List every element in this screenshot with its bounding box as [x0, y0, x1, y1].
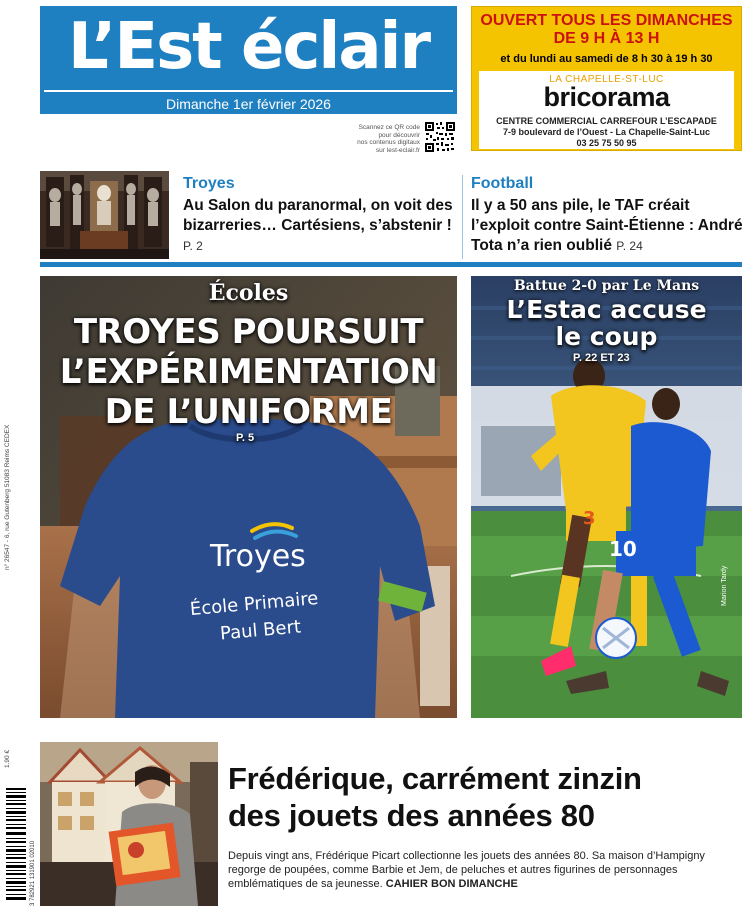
bottom-body-text: Depuis vingt ans, Frédérique Picart collectionne les jouets des années 80. Sa maison d’Hampigny regorge de poupées, comme Barbie et Jem, de peluches et autres figurines de personnages emblématiques de sa jeunesse. [228, 850, 705, 890]
ad-address-2: 7-9 boulevard de l’Ouest - La Chapelle-Saint-Luc [502, 127, 711, 137]
ad-town: LA CHAPELLE-ST-LUC [549, 74, 664, 85]
teaser-headline-text: Au Salon du paranormal, on voit des bizarreries… Cartésiens, s’abstenir ! [183, 197, 453, 234]
ad-line-2: DE 9 H À 13 H [553, 30, 660, 47]
masthead[interactable] [40, 6, 457, 114]
bottom-summary [228, 849, 743, 891]
barcode [4, 784, 30, 904]
sport-page-ref: P. 22 ET 23 [573, 352, 630, 364]
main-headline-line-3: DE L’UNIFORME [104, 392, 393, 432]
estac-story[interactable] [471, 276, 742, 718]
sport-headline-line-1: L’Estac accuse [506, 295, 707, 324]
bricorama-ad[interactable] [471, 6, 742, 151]
teaser-headline-football[interactable] [471, 196, 743, 256]
barcode-icon [4, 784, 30, 904]
paranormal-image [40, 171, 169, 259]
masthead-rule [44, 90, 453, 92]
sweatshirt-school: École Primaire [189, 587, 320, 621]
teaser-page-ref: P. 24 [616, 239, 643, 253]
sport-kicker: Battue 2-0 par Le Mans [513, 278, 700, 294]
issue-date: Dimanche 1er février 2026 [166, 96, 331, 112]
teaser-kicker-troyes: Troyes [183, 175, 235, 192]
sport-headline-line-2: le coup [555, 322, 658, 351]
section-rule [40, 262, 742, 267]
qr-caption-1: Scannez ce QR code [358, 124, 420, 131]
bottom-headline-line-1: Frédérique, carrément zinzin [228, 761, 642, 796]
teaser-kicker-football: Football [471, 175, 534, 192]
teaser-headline-text: Il y a 50 ans pile, le TAF créait l’exploit contre Saint-Étienne : André Tota n’a rien oublié [471, 197, 743, 254]
ad-brand: bricorama [543, 82, 670, 112]
main-headline-line-1: TROYES POURSUIT [73, 312, 424, 352]
bottom-headline[interactable] [228, 760, 743, 834]
paranormal-thumbnail[interactable] [40, 171, 169, 259]
teaser-headline-troyes[interactable] [183, 196, 455, 256]
barcode-number: 3 782921 131901 02010 [30, 840, 36, 906]
uniform-story[interactable] [40, 276, 457, 718]
price: 1.90 € [4, 749, 11, 768]
teaser-page-ref: P. 2 [183, 239, 203, 253]
ad-line-3: et du lundi au samedi de 8 h 30 à 19 h 30 [500, 53, 713, 65]
toys-photo [40, 742, 218, 906]
yellow-player-number: 3 [583, 508, 596, 529]
teaser-football[interactable] [471, 175, 743, 256]
qr-caption [340, 124, 420, 154]
newspaper-title[interactable]: L’Est éclair [67, 10, 430, 84]
main-headline[interactable] [40, 312, 457, 432]
main-page-ref: P. 5 [236, 432, 255, 444]
bottom-headline-line-2: des jouets des années 80 [228, 798, 595, 833]
legal-notice: n° 26547 - 6, rue Gutenberg 51083 Reims CEDEX [4, 424, 11, 570]
blue-player-number: 10 [609, 537, 637, 561]
sweatshirt-school-name: Paul Bert [219, 616, 302, 645]
qr-caption-3: nos contenus digitaux [357, 139, 420, 146]
teaser-divider [462, 175, 463, 259]
main-kicker: Écoles [208, 280, 289, 306]
sport-headline[interactable] [471, 296, 742, 350]
photo-credit: Marion Tardy [721, 565, 728, 606]
toys-thumbnail[interactable] [40, 742, 218, 906]
bottom-section-ref[interactable]: CAHIER BON DIMANCHE [385, 878, 518, 890]
ad-card [479, 71, 734, 149]
ad-phone: 03 25 75 50 95 [576, 138, 637, 148]
qr-caption-4: sur lest-eclair.fr [375, 146, 420, 154]
main-headline-line-2: L’EXPÉRIMENTATION [59, 352, 438, 392]
teaser-troyes[interactable] [183, 175, 455, 256]
qr-code-icon[interactable] [424, 121, 456, 153]
sweatshirt-town: Troyes [210, 539, 306, 574]
qr-caption-2: pour découvrir [378, 131, 420, 139]
ad-address-1: CENTRE COMMERCIAL CARREFOUR L’ESCAPADE [496, 116, 717, 126]
ad-line-1: OUVERT TOUS LES DIMANCHES [480, 12, 733, 29]
